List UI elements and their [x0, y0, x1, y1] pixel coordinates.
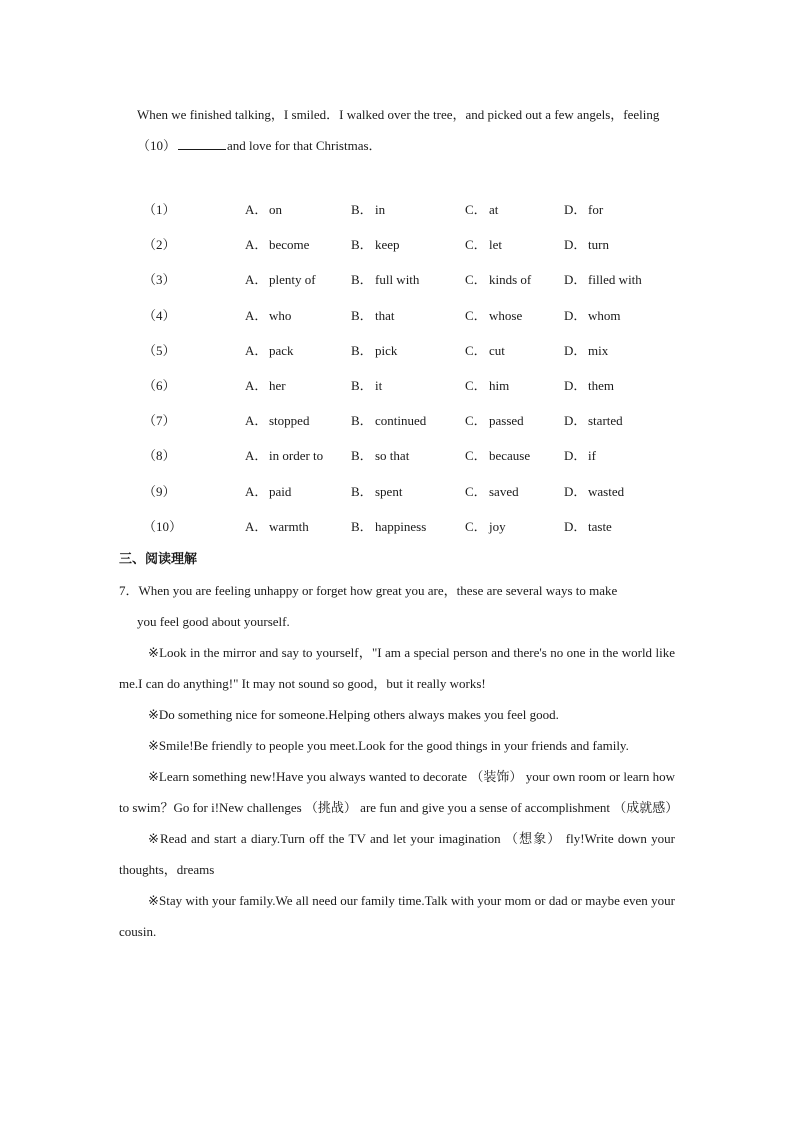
option-letter: D．	[564, 202, 587, 217]
option-d	[564, 269, 642, 288]
option-a	[245, 445, 323, 464]
option-text: whose	[489, 307, 523, 323]
option-letter: D．	[564, 413, 587, 429]
question-intro-line: 7．When you are feeling unhappy or forget how great you are，these are several ways to make	[119, 583, 618, 598]
option-letter: A．	[245, 413, 268, 429]
question-number: （9）	[143, 483, 176, 499]
option-text: become	[269, 237, 310, 253]
question-7	[119, 575, 679, 947]
tip-paragraph: ※Read and start a diary.Turn off the TV and let your imagination （想象） fly!Write down your thoughts，dreams	[119, 831, 675, 877]
question-number: （4）	[143, 307, 176, 323]
option-c	[465, 375, 509, 394]
option-b	[351, 305, 395, 324]
answer-blank	[178, 138, 226, 150]
option-letter: D．	[564, 237, 587, 253]
option-letter: B．	[351, 202, 373, 217]
option-letter: C．	[465, 307, 487, 323]
passage-text: and love for that Christmas．	[227, 138, 382, 153]
option-b	[351, 234, 400, 253]
option-b	[351, 445, 409, 464]
option-letter: C．	[465, 272, 487, 288]
option-c	[465, 516, 506, 535]
option-letter: B．	[351, 307, 373, 323]
tip-paragraph: ※Smile!Be friendly to people you meet.Look for the good things in your friends and family.	[148, 738, 629, 753]
option-letter: C．	[465, 342, 487, 358]
option-c	[465, 481, 519, 500]
tip-paragraph: ※Stay with your family.We all need our family time.Talk with your mom or dad or maybe even your cousin.	[119, 893, 675, 939]
option-text: so that	[375, 448, 410, 464]
option-letter: D．	[564, 483, 587, 499]
option-row	[0, 234, 794, 254]
option-text: spent	[375, 483, 403, 499]
question-number: （6）	[143, 378, 176, 393]
option-d	[564, 234, 609, 253]
option-a	[245, 481, 291, 500]
option-letter: A．	[245, 202, 268, 217]
option-text: continued	[375, 413, 427, 429]
option-a	[245, 340, 294, 359]
option-text: for	[588, 202, 604, 217]
option-text: on	[269, 202, 282, 217]
option-letter: D．	[564, 342, 587, 358]
option-b	[351, 481, 402, 500]
option-d	[564, 410, 623, 429]
option-d	[564, 481, 624, 500]
option-c	[465, 234, 502, 253]
option-d	[564, 375, 614, 394]
option-text: her	[269, 378, 286, 393]
question-number: （7）	[143, 413, 176, 429]
option-letter: C．	[465, 378, 487, 393]
option-d	[564, 340, 608, 359]
option-text: full with	[375, 272, 420, 288]
option-c	[465, 445, 530, 464]
option-d	[564, 199, 603, 218]
option-letter: B．	[351, 413, 373, 429]
option-letter: A．	[245, 272, 268, 288]
option-text: them	[588, 378, 614, 393]
option-text: pack	[269, 342, 294, 358]
option-letter: D．	[564, 272, 587, 288]
option-text: stopped	[269, 413, 310, 429]
option-letter: C．	[465, 483, 487, 499]
option-letter: D．	[564, 378, 587, 393]
option-text: taste	[588, 518, 612, 534]
option-letter: A．	[245, 342, 268, 358]
option-letter: D．	[564, 518, 587, 534]
option-a	[245, 305, 291, 324]
option-a	[245, 199, 282, 218]
option-letter: A．	[245, 448, 268, 464]
option-letter: C．	[465, 518, 487, 534]
question-intro-line: you feel good about yourself.	[137, 614, 290, 629]
option-text: paid	[269, 483, 292, 499]
question-number: （2）	[143, 237, 176, 253]
option-letter: C．	[465, 237, 487, 253]
option-letter: A．	[245, 483, 268, 499]
question-intro	[119, 575, 675, 637]
option-text: started	[588, 413, 623, 429]
option-b	[351, 375, 382, 394]
option-row	[0, 516, 794, 536]
option-a	[245, 410, 309, 429]
option-text: it	[375, 378, 383, 393]
option-text: whom	[588, 307, 621, 323]
option-text: at	[489, 202, 499, 217]
option-letter: B．	[351, 518, 373, 534]
option-letter: B．	[351, 342, 373, 358]
option-a	[245, 234, 309, 253]
option-a	[245, 375, 286, 394]
option-c	[465, 269, 531, 288]
option-letter: A．	[245, 518, 268, 534]
option-text: happiness	[375, 518, 427, 534]
option-c	[465, 340, 505, 359]
option-text: him	[489, 378, 510, 393]
question-number: （1）	[143, 202, 176, 217]
tip-paragraph: ※Learn something new!Have you always wanted to decorate （装饰） your own room or learn how to swim？Go for i!New challenges （挑战） are fun and give you a sense of accomplishment （成就感）	[119, 769, 679, 815]
option-letter: A．	[245, 307, 268, 323]
option-text: in	[375, 202, 386, 217]
option-text: plenty of	[269, 272, 316, 288]
option-c	[465, 305, 522, 324]
question-number: （8）	[143, 448, 176, 464]
option-c	[465, 410, 524, 429]
option-letter: B．	[351, 483, 373, 499]
passage-line-blank	[137, 135, 382, 154]
option-text: saved	[489, 483, 519, 499]
tip-paragraph: ※Do something nice for someone.Helping others always makes you feel good.	[148, 707, 559, 722]
section-title: 三、阅读理解	[119, 552, 198, 567]
option-b	[351, 516, 426, 535]
option-letter: B．	[351, 378, 373, 393]
option-text: because	[489, 448, 531, 464]
option-letter: B．	[351, 448, 373, 464]
option-row	[0, 445, 794, 465]
option-row	[0, 199, 794, 219]
option-letter: D．	[564, 307, 587, 323]
option-text: pick	[375, 342, 398, 358]
option-text: in order to	[269, 448, 324, 464]
option-letter: C．	[465, 202, 487, 217]
option-a	[245, 269, 316, 288]
option-letter: B．	[351, 237, 373, 253]
option-text: mix	[588, 342, 609, 358]
option-row	[0, 305, 794, 325]
option-text: kinds of	[489, 272, 532, 288]
option-c	[465, 199, 498, 218]
option-letter: A．	[245, 237, 268, 253]
option-row	[0, 410, 794, 430]
option-row	[0, 375, 794, 395]
option-b	[351, 269, 419, 288]
option-d	[564, 516, 612, 535]
option-letter: C．	[465, 448, 487, 464]
option-text: passed	[489, 413, 524, 429]
option-text: cut	[489, 342, 505, 358]
passage-line: When we finished talking，I smiled．I walked over the tree，and picked out a few angels，feeling	[137, 107, 660, 122]
option-text: wasted	[588, 483, 625, 499]
option-row	[0, 340, 794, 360]
blank-number: （10）	[137, 138, 177, 153]
question-number: （5）	[143, 342, 176, 358]
option-text: if	[588, 448, 596, 464]
option-text: joy	[489, 518, 506, 534]
question-number: （3）	[143, 272, 176, 288]
option-text: turn	[588, 237, 609, 253]
option-letter: D．	[564, 448, 587, 464]
option-b	[351, 410, 426, 429]
option-b	[351, 340, 397, 359]
option-a	[245, 516, 309, 535]
option-text: that	[375, 307, 395, 323]
option-letter: B．	[351, 272, 373, 288]
question-number: （10）	[143, 518, 183, 534]
option-text: let	[489, 237, 502, 253]
option-b	[351, 199, 385, 218]
option-text: who	[269, 307, 292, 323]
option-row	[0, 481, 794, 501]
option-text: keep	[375, 237, 400, 253]
option-letter: A．	[245, 378, 268, 393]
option-d	[564, 305, 621, 324]
option-row	[0, 269, 794, 289]
option-text: warmth	[269, 518, 309, 534]
option-text: filled with	[588, 272, 642, 288]
tip-paragraph: ※Look in the mirror and say to yourself，"I am a special person and there's no one in the world like me.I can do anything!" It may not sound so good，but it really works!	[119, 645, 675, 691]
option-letter: C．	[465, 413, 487, 429]
option-d	[564, 445, 596, 464]
